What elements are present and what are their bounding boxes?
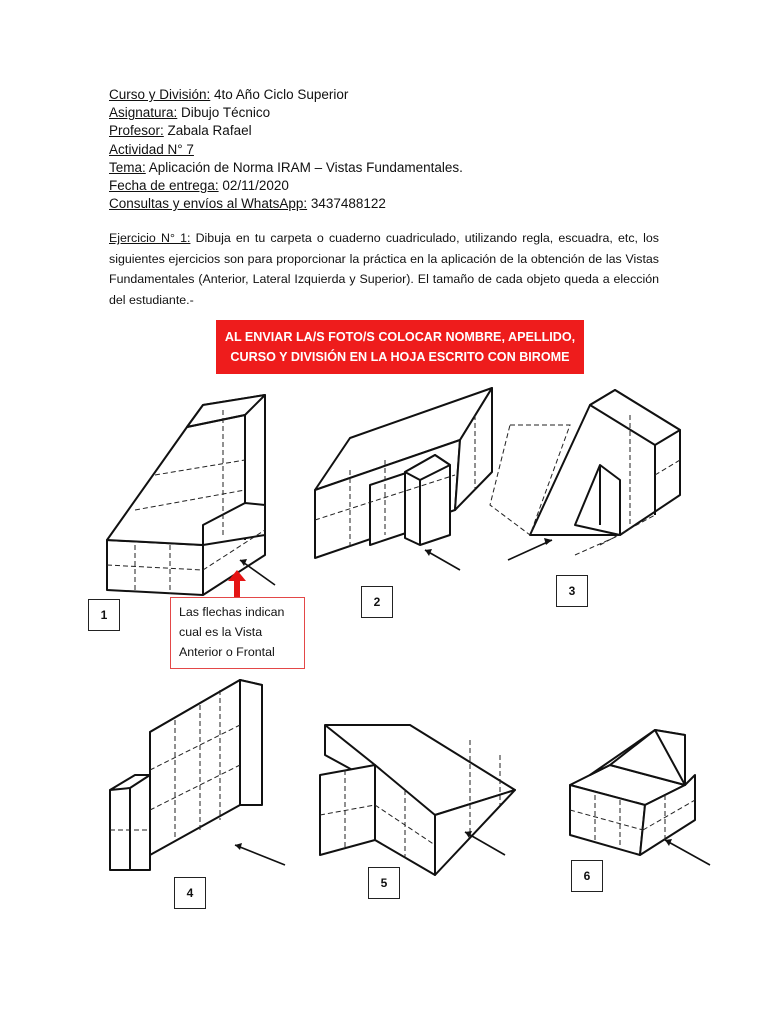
note-line-2: cual es la Vista xyxy=(179,625,263,639)
contact-row: Consultas y envíos al WhatsApp: 3437488122 xyxy=(109,196,386,212)
course-row: Curso y División: 4to Año Ciclo Superior xyxy=(109,87,349,102)
figure-label-6: 6 xyxy=(571,860,603,892)
due-date-row: Fecha de entrega: 02/11/2020 xyxy=(109,178,289,194)
front-view-note xyxy=(170,597,305,669)
note-line-1: Las flechas indican xyxy=(179,605,285,619)
topic-row: Tema: Aplicación de Norma IRAM – Vistas Fundamentales. xyxy=(109,159,463,175)
banner-line-2: CURSO Y DIVISIÓN EN LA HOJA ESCRITO CON BIROME xyxy=(230,350,570,364)
teacher-row: Profesor: Zabala Rafael xyxy=(109,123,252,139)
isometric-figure-6 xyxy=(565,720,745,870)
figure-label-1: 1 xyxy=(88,599,120,631)
note-line-3: Anterior o Frontal xyxy=(179,645,275,659)
figure-label-4: 4 xyxy=(174,877,206,909)
figure-label-2: 2 xyxy=(361,586,393,618)
figure-label-5: 5 xyxy=(368,867,400,899)
assignment-header xyxy=(109,86,463,213)
isometric-figure-4 xyxy=(100,670,285,880)
photo-instructions-banner xyxy=(216,320,584,374)
banner-line-1: AL ENVIAR LA/S FOTO/S COLOCAR NOMBRE, APELLIDO, xyxy=(224,330,576,344)
isometric-figure-5 xyxy=(315,720,515,900)
figure-label-3: 3 xyxy=(556,575,588,607)
front-view-arrow-icon xyxy=(227,570,247,598)
exercise-instructions: Ejercicio N° 1: Dibuja en tu carpeta o cuaderno cuadriculado, utilizando regla, escuadra, etc, los siguientes ejercicios son para proporcionar la práctica en la aplicación de la obtención de las Vistas Fundamentales (Anterior, Lateral Izquierda y Superior). El tamaño de cada objeto queda a elección del estudiante.- xyxy=(109,231,659,307)
isometric-figure-2 xyxy=(310,380,480,580)
subject-row: Asignatura: Dibujo Técnico xyxy=(109,105,271,121)
isometric-figure-3 xyxy=(480,385,665,580)
isometric-figure-1 xyxy=(95,385,280,600)
activity-row: Actividad N° 7 xyxy=(109,141,194,157)
